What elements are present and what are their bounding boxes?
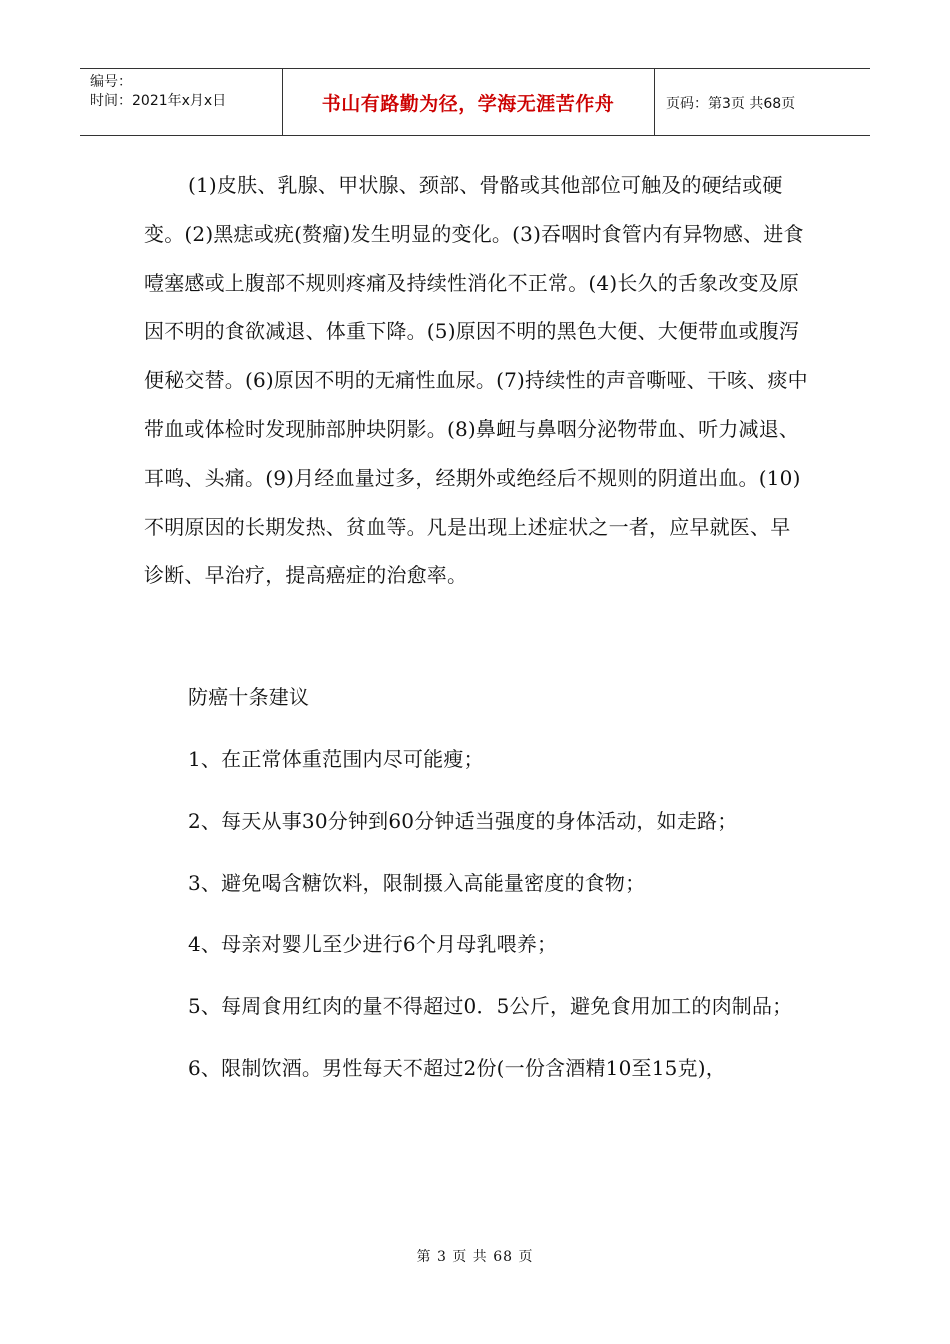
advice-item-2: 2、每天从事30分钟到60分钟适当强度的身体活动，如走路；: [188, 808, 738, 833]
header-motto: 书山有路勤为径，学海无涯苦作舟: [321, 93, 615, 115]
symptoms-paragraph: (1)皮肤、乳腺、甲状腺、颈部、骨骼或其他部位可触及的硬结或硬变。(2)黑痣或疣(赘瘤)发生明显的变化。(3)吞咽时食管内有异物感、进食噎塞感或上腹部不规则疼痛及持续性消化不正常。(4)长久的舌象改变及原因不明的食欲减退、体重下降。(5)原因不明的黑色大便、大便带血或腹泻便秘交替。(6)原因不明的无痛性血尿。(7)持续性的声音嘶哑、干咳、痰中带血或体检时发现肺部肿块阴影。(8)鼻衄与鼻咽分泌物带血、听力减退、耳鸣、头痛。(9)月经血量过多，经期外或绝经后不规则的阴道出血。(10)不明原因的长期发热、贫血等。凡是出现上述症状之一者，应早就医、早诊断、早治疗，提高癌症的治愈率。: [144, 173, 808, 588]
section-spacer: [144, 600, 808, 673]
document-number-label: 编号：: [90, 74, 132, 90]
header-meta: [90, 73, 226, 111]
document-body: [144, 161, 808, 1093]
page-footer: 第 3 页 共 68 页: [416, 1249, 534, 1265]
section-title: 防癌十条建议: [188, 685, 310, 710]
header-page-info: 页码：第3页 共68页: [666, 96, 796, 112]
advice-item-3: 3、避免喝含糖饮料，限制摄入高能量密度的食物；: [188, 870, 646, 895]
advice-item-5: 5、每周食用红肉的量不得超过0．5公斤，避免食用加工的肉制品；: [188, 994, 793, 1019]
advice-item-1: 1、在正常体重范围内尽可能瘦；: [188, 746, 484, 771]
header-divider-right: [654, 69, 655, 135]
page-header: [80, 68, 870, 136]
document-date: 时间：2021年x月x日: [90, 93, 227, 109]
advice-item-4: 4、母亲对婴儿至少进行6个月母乳喂养；: [188, 932, 558, 957]
advice-item-6: 6、限制饮酒。男性每天不超过2份(一份含酒精10至15克)，: [188, 1055, 726, 1080]
